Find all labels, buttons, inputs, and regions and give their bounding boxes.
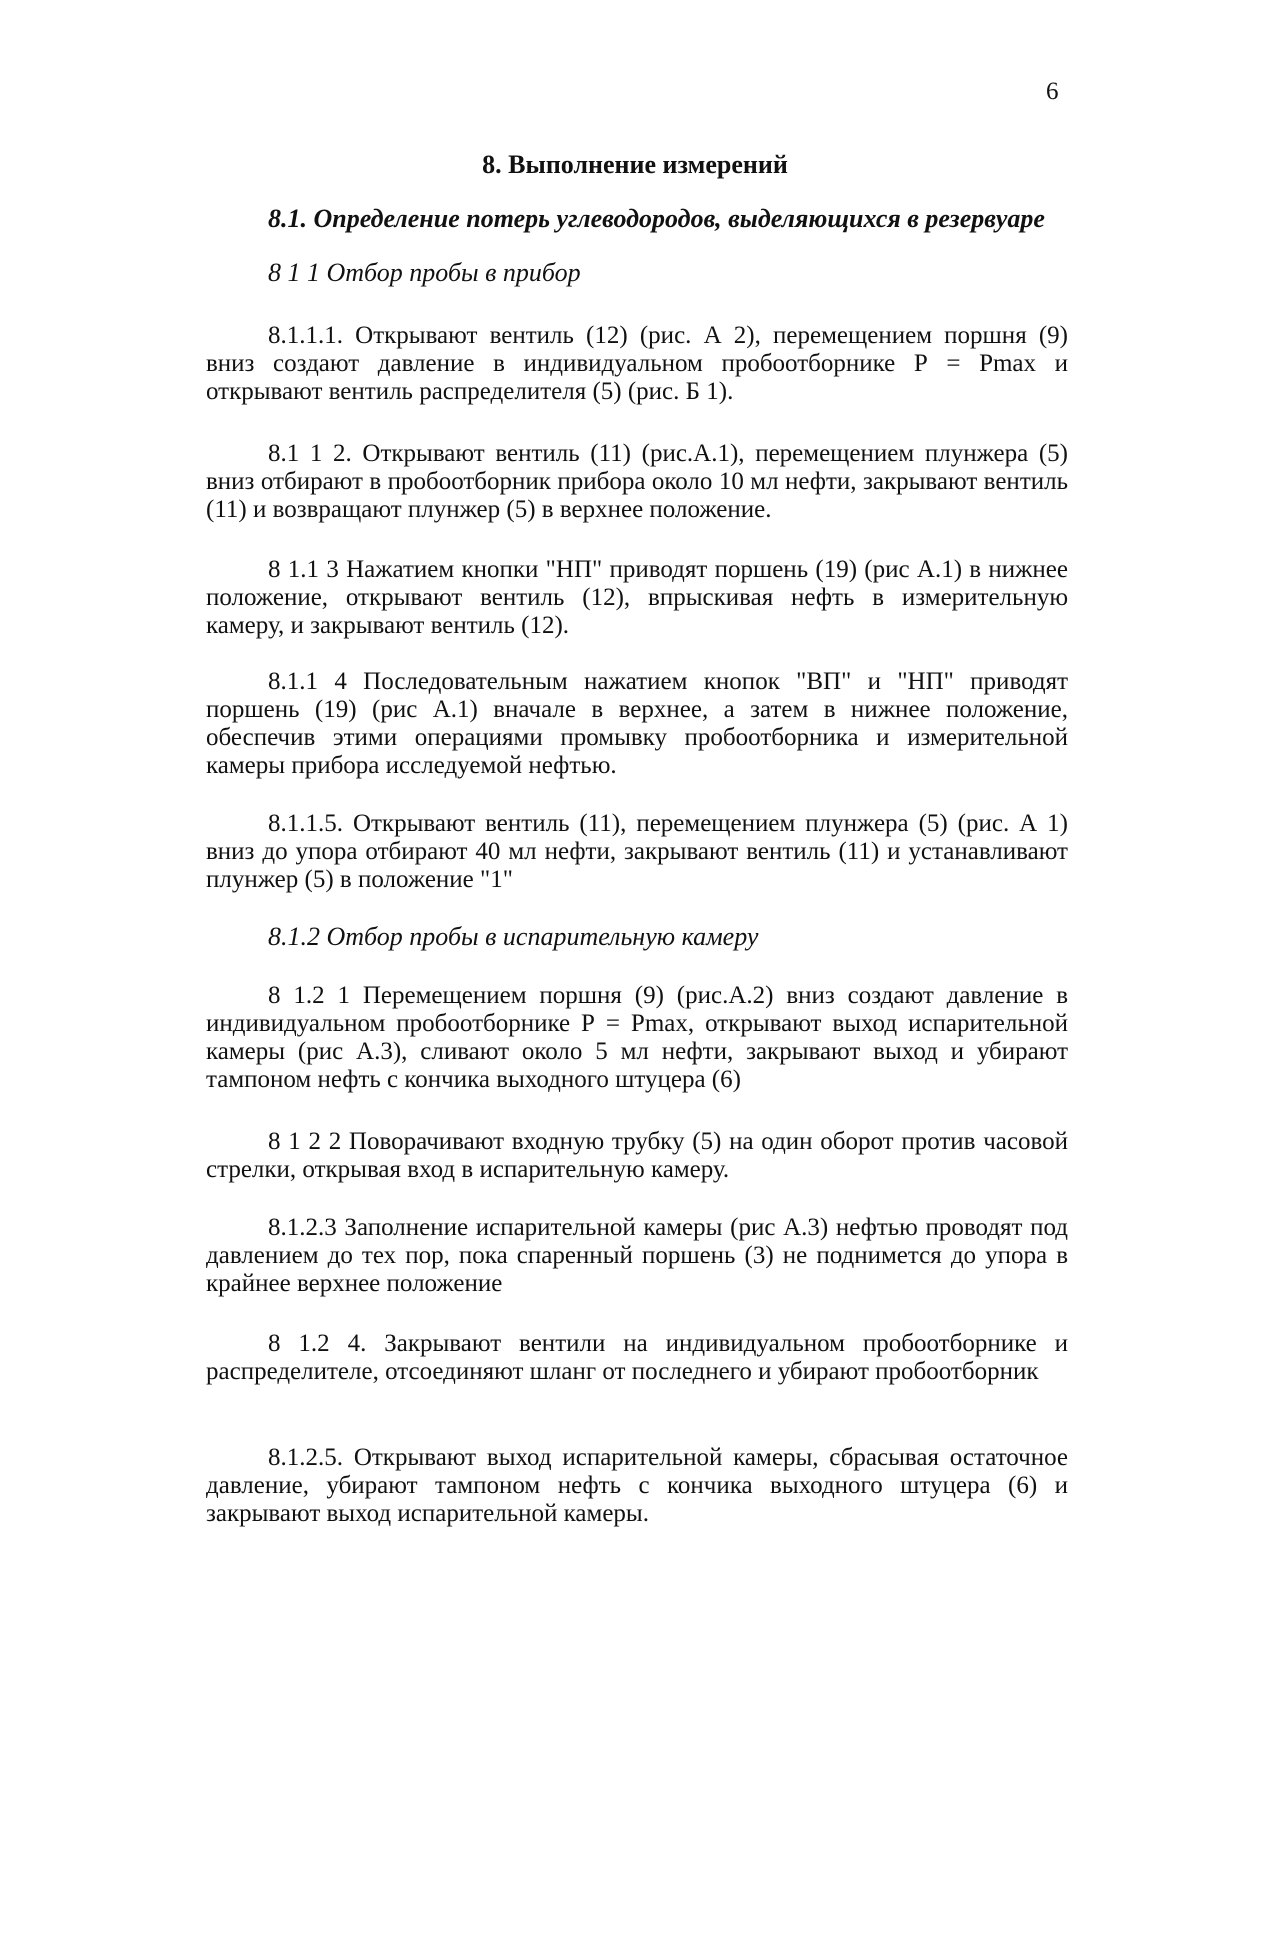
paragraph-8-1-1-5: 8.1.1.5. Открывают вентиль (11), перемещением плунжера (5) (рис. А 1) вниз до упора отбирают 40 мл нефти, закрывают вентиль (11) и устанавливают плунжер (5) в положение "1" xyxy=(206,810,1068,893)
page-number: 6 xyxy=(1046,78,1059,105)
paragraph-8-1-2-5: 8.1.2.5. Открывают выход испарительной камеры, сбрасывая остаточное давление, убирают тампоном нефть с кончика выходного штуцера (6) и закрывают выход испарительной камеры. xyxy=(206,1444,1068,1527)
paragraph-8-1-1-1: 8.1.1.1. Открывают вентиль (12) (рис. А 2), перемещением поршня (9) вниз создают давление в индивидуальном пробоотборнике Р = Pmax и открывают вентиль распределителя (5) (рис. Б 1). xyxy=(206,322,1068,405)
item-title-8-1-2: 8.1.2 Отбор пробы в испарительную камеру xyxy=(268,922,759,951)
item-title-8-1-1: 8 1 1 Отбор пробы в прибор xyxy=(268,258,581,287)
paragraph-8-1-2-2: 8 1 2 2 Поворачивают входную трубку (5) на один оборот против часовой стрелки, открывая вход в испарительную камеру. xyxy=(206,1128,1068,1183)
paragraph-8-1-1-2: 8.1 1 2. Открывают вентиль (11) (рис.А.1), перемещением плунжера (5) вниз отбирают в пробоотборник прибора около 10 мл нефти, закрывают вентиль (11) и возвращают плунжер (5) в верхнее положение. xyxy=(206,440,1068,523)
subsection-title: 8.1. Определение потерь углеводородов, выделяющихся в резервуаре xyxy=(268,204,1045,233)
section-title: 8. Выполнение измерений xyxy=(482,150,788,179)
paragraph-8-1-2-4: 8 1.2 4. Закрывают вентили на индивидуальном пробоотборнике и распределителе, отсоединяют шланг от последнего и убирают пробоотборник xyxy=(206,1330,1068,1385)
paragraph-8-1-1-4: 8.1.1 4 Последовательным нажатием кнопок "ВП" и "НП" приводят поршень (19) (рис А.1) вначале в верхнее, а затем в нижнее положение, обеспечив этими операциями промывку пробоотборника и измерительной камеры прибора исследуемой нефтью. xyxy=(206,668,1068,779)
paragraph-8-1-2-3: 8.1.2.3 Заполнение испарительной камеры (рис А.3) нефтью проводят под давлением до тех пор, пока спаренный поршень (3) не поднимется до упора в крайнее верхнее положение xyxy=(206,1214,1068,1297)
paragraph-8-1-1-3: 8 1.1 3 Нажатием кнопки "НП" приводят поршень (19) (рис А.1) в нижнее положение, открывают вентиль (12), впрыскивая нефть в измерительную камеру, и закрывают вентиль (12). xyxy=(206,556,1068,639)
paragraph-8-1-2-1: 8 1.2 1 Перемещением поршня (9) (рис.А.2) вниз создают давление в индивидуальном пробоотборнике Р = Pmax, открывают выход испарительной камеры (рис А.3), сливают около 5 мл нефти, закрывают выход и убирают тампоном нефть с кончика выходного штуцера (6) xyxy=(206,982,1068,1093)
